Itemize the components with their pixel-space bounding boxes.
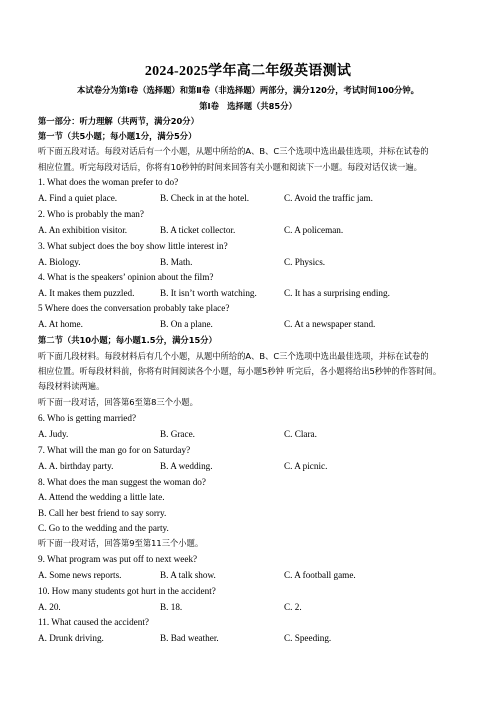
question-10: 10. How many students got hurt in the accident? [38, 586, 216, 596]
option-b: B. Math. [160, 257, 193, 267]
question-8-option-b: B. Call her best friend to say sorry. [38, 508, 167, 518]
section1-instruction-line1: 听下面五段对话。每段对话后有一个小题，从题中所给的A、B、C三个选项中选出最佳选项，并标在试卷的 [38, 146, 429, 156]
option-a: A. A. birthday party. [38, 461, 114, 471]
option-b: B. A talk show. [160, 570, 216, 580]
exam-title: 2024-2025学年高二年级英语测试 [144, 64, 352, 79]
question-8: 8. What does the man suggest the woman do? [38, 477, 206, 487]
option-b: B. On a plane. [160, 319, 213, 329]
question-2: 2. Who is probably the man? [38, 209, 144, 219]
volume-heading: 第Ⅰ卷 选择题（共85分） [199, 101, 297, 111]
exam-intro: 本试卷分为第Ⅰ卷（选择题）和第Ⅱ卷（非选择题）两部分，满分120分，考试时间100分钟。 [77, 85, 419, 95]
option-b: B. 18. [160, 602, 183, 612]
section1-instruction-line2: 相应位置。听完每段对话后，你将有10秒钟的时间来回答有关小题和阅读下一小题。每段对话仅读一遍。 [38, 162, 422, 172]
option-c: C. Physics. [284, 257, 326, 267]
option-c: C. A picnic. [284, 461, 328, 471]
question-5: 5 Where does the conversation probably take place? [38, 303, 230, 313]
question-7: 7. What will the man go for on Saturday? [38, 445, 191, 455]
question-11: 11. What caused the accident? [38, 617, 149, 627]
option-a: A. It makes them puzzled. [38, 288, 135, 298]
option-b: B. It isn’t worth watching. [160, 288, 257, 298]
option-c: C. Avoid the traffic jam. [284, 193, 373, 203]
section2-heading: 第二节（共10小题；每小题1.5分，满分15分） [38, 335, 217, 345]
option-b: B. Grace. [160, 429, 195, 439]
section1-heading: 第一节（共5小题；每小题1分，满分5分） [38, 131, 197, 141]
section2-instruction-line2: 相应位置。听每段材料前，你将有时间阅读各个小题，每小题5秒钟 听完后，各小题将给出5秒钟的作答时间。 [38, 366, 442, 376]
option-a: A. Drunk driving. [38, 633, 104, 643]
option-a: A. An exhibition visitor. [38, 225, 128, 235]
question-4: 4. What is the speakers’ opinion about the film? [38, 272, 214, 282]
question-8-option-c: C. Go to the wedding and the party. [38, 523, 169, 533]
option-c: C. Clara. [284, 429, 317, 439]
option-c: C. It has a surprising ending. [284, 288, 390, 298]
question-6: 6. Who is getting married? [38, 413, 137, 423]
option-a: A. Judy. [38, 429, 69, 439]
option-b: B. A wedding. [160, 461, 213, 471]
question-9: 9. What program was put off to next week? [38, 554, 198, 564]
option-c: C. A football game. [284, 570, 356, 580]
option-b: B. A ticket collector. [160, 225, 236, 235]
option-c: C. Speeding. [284, 633, 332, 643]
option-b: B. Bad weather. [160, 633, 219, 643]
option-a: A. Some news reports. [38, 570, 122, 580]
option-a: A. Biology. [38, 257, 81, 267]
option-a: A. Find a quiet place. [38, 193, 118, 203]
section2-instruction-line3: 每段材料读两遍。 [38, 381, 105, 391]
option-b: B. Check in at the hotel. [160, 193, 250, 203]
dialogue-2-instruction: 听下面一段对话，回答第9至第11三个小题。 [38, 538, 204, 548]
question-1: 1. What does the woman prefer to do? [38, 177, 179, 187]
question-3: 3. What subject does the boy show little interest in? [38, 241, 228, 251]
option-c: C. 2. [284, 602, 302, 612]
question-8-option-a: A. Attend the wedding a little late. [38, 492, 165, 502]
part1-heading: 第一部分：听力理解（共两节，满分20分） [38, 116, 199, 126]
option-c: C. A policeman. [284, 225, 344, 235]
option-a: A. 20. [38, 602, 61, 612]
section2-instruction-line1: 听下面几段材料。每段材料后有几个小题，从题中所给的A、B、C三个选项中选出最佳选项，并标在试卷的 [38, 351, 429, 361]
option-c: C. At a newspaper stand. [284, 319, 376, 329]
dialogue-1-instruction: 听下面一段对话，回答第6至第8三个小题。 [38, 397, 198, 407]
option-a: A. At home. [38, 319, 83, 329]
